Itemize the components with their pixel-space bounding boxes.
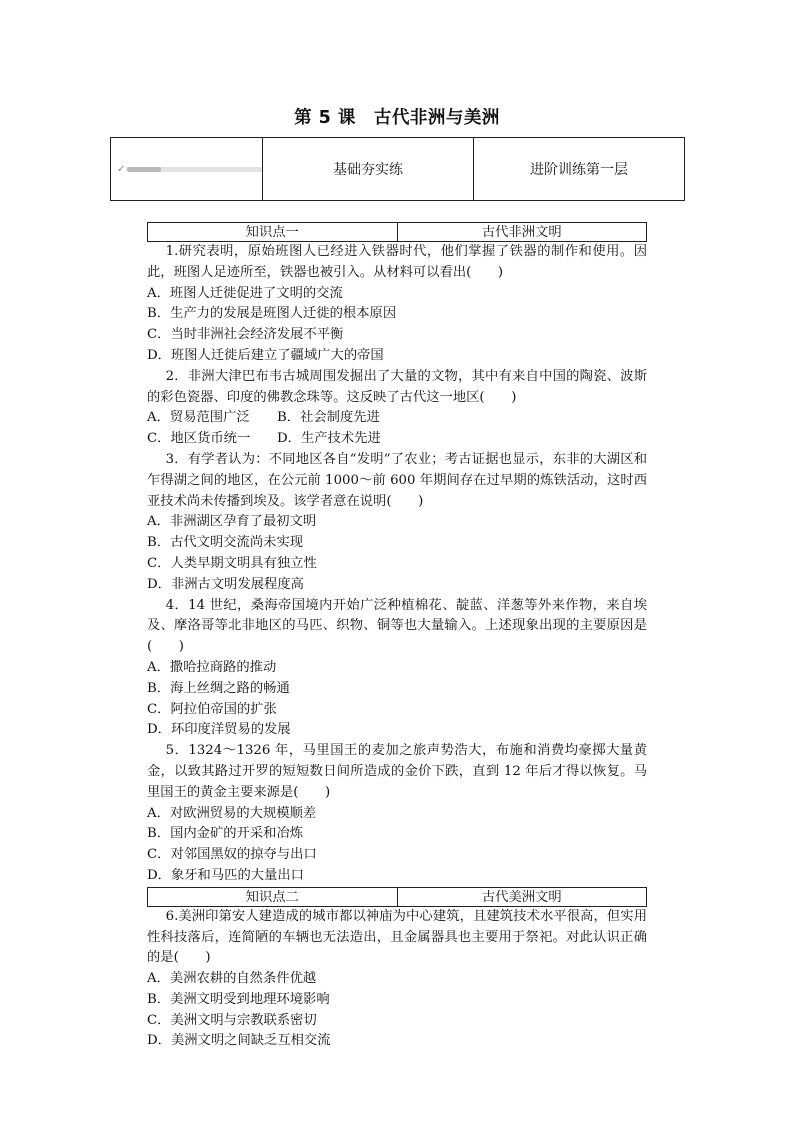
question-stem: 3．有学者认为：不同地区各自“发明”了农业；考古证据也显示，东非的大湖区和乍得湖之间的地区，在公元前 1000～前 600 年期间存在过早期的炼铁活动，这时西亚技术尚未传播到埃及。该学者意在说明( )	[147, 451, 647, 509]
option: B．美洲文明受到地理环境影响	[147, 991, 330, 1007]
progress-bar	[127, 167, 262, 172]
question-stem: 6.美洲印第安人建造成的城市都以神庙为中心建筑，且建筑技术水平很高，但实用性科技落后，连简陋的车辆也无法造出，且金属器具也主要用于祭祀。对此认识正确的是( )	[147, 908, 647, 966]
option: D．非洲古文明发展程度高	[147, 576, 304, 592]
option: B．海上丝绸之路的畅通	[147, 680, 290, 696]
section-label: 知识点二	[148, 888, 398, 906]
option: D．生产技术先进	[277, 431, 381, 447]
question-2	[147, 367, 647, 450]
section-label: 知识点一	[148, 223, 398, 241]
option: A．非洲湖区孕育了最初文明	[147, 514, 317, 530]
option: A．班图人迁徙促进了文明的交流	[147, 285, 343, 301]
option: D．象牙和马匹的大量出口	[147, 867, 304, 883]
question-stem: 1.研究表明，原始班图人已经进入铁器时代，他们掌握了铁器的制作和使用。因此，班图人足迹所至，铁器也被引入。从材料可以看出( )	[147, 244, 647, 280]
option: D．班图人迁徙后建立了疆域广大的帝国	[147, 347, 384, 363]
option: C．美洲文明与宗教联系密切	[147, 1012, 317, 1028]
option: D．环印度洋贸易的发展	[147, 722, 291, 738]
question-4	[147, 596, 647, 742]
question-3	[147, 450, 647, 596]
section-header-2	[147, 887, 647, 907]
option: B．生产力的发展是班图人迁徙的根本原因	[147, 306, 397, 322]
option: B．社会制度先进	[277, 410, 380, 426]
header-table	[110, 137, 685, 201]
header-basic: 基础夯实练	[263, 138, 474, 200]
question-6	[147, 907, 647, 1053]
section-topic: 古代非洲文明	[481, 225, 562, 240]
question-1	[147, 242, 647, 367]
option: B．国内金矿的开采和冶炼	[147, 826, 304, 842]
option: D．美洲文明之间缺乏互相交流	[147, 1033, 331, 1049]
option: A．美洲农耕的自然条件优越	[147, 971, 317, 987]
option: A．贸易范围广泛	[147, 410, 250, 426]
option: C．阿拉伯帝国的扩张	[147, 701, 277, 717]
option: A．撒哈拉商路的推动	[147, 659, 277, 675]
header-advanced: 进阶训练第一层	[530, 162, 628, 178]
option: C．对邻国黑奴的掠夺与出口	[147, 847, 317, 863]
question-stem: 4．14 世纪，桑海帝国境内开始广泛种植棉花、靛蓝、洋葱等外来作物，来自埃及、摩洛哥等北非地区的马匹、织物、铜等也大量输入。上述现象出现的主要原因是( )	[147, 597, 647, 655]
progress-fill	[127, 167, 161, 172]
option: A．对欧洲贸易的大规模顺差	[147, 805, 317, 821]
option: B．古代文明交流尚未实现	[147, 535, 304, 551]
option: C．人类早期文明具有独立性	[147, 555, 317, 571]
progress-cell	[111, 138, 263, 200]
page-title: 第 5 课 古代非洲与美洲	[294, 108, 500, 128]
section-header-1	[147, 222, 647, 242]
option: C．地区货币统一	[147, 431, 251, 447]
question-stem: 2．非洲大津巴布韦古城周围发掘出了大量的文物，其中有来自中国的陶瓷、波斯的彩色瓷器、印度的佛教念珠等。这反映了古代这一地区( )	[147, 368, 647, 405]
question-stem: 5．1324～1326 年，马里国王的麦加之旅声势浩大，布施和消费均豪掷大量黄金，以致其路过开罗的短短数日间所造成的金价下跌，直到 12 年后才得以恢复。马里国王的黄金主要来源是( )	[147, 743, 647, 800]
option: C．当时非洲社会经济发展不平衡	[147, 327, 344, 343]
question-content	[147, 222, 647, 1052]
check-icon: ✓	[117, 163, 126, 175]
question-5	[147, 741, 647, 887]
section-topic: 古代美洲文明	[481, 889, 562, 905]
